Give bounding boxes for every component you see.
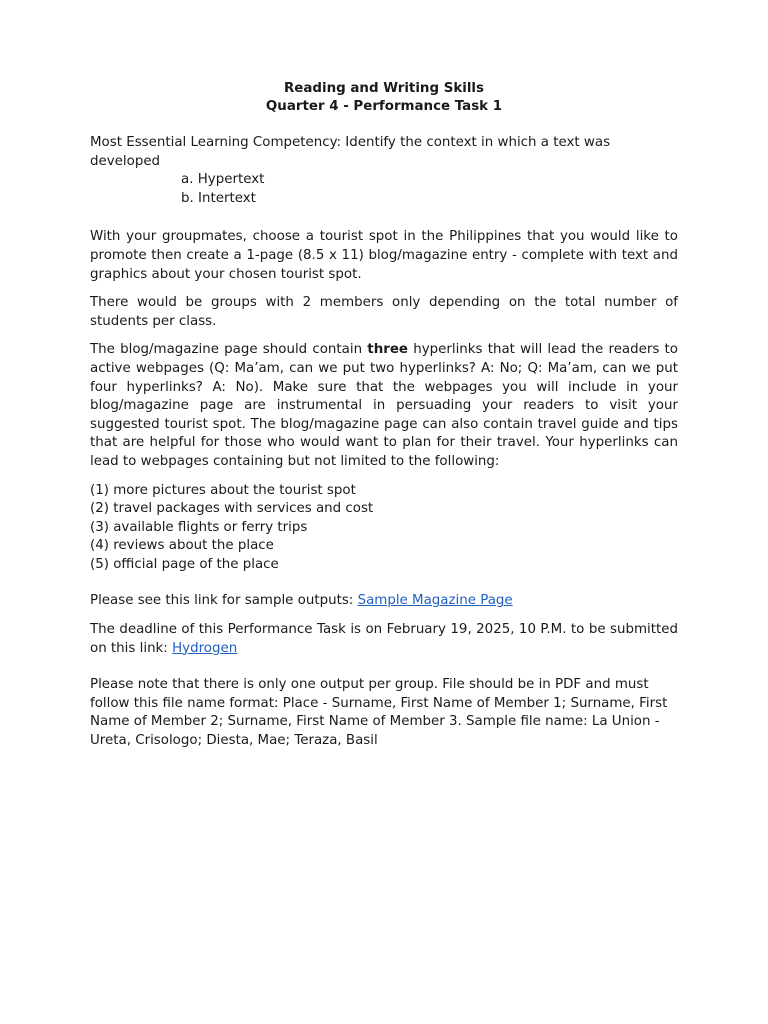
competency-label: Most Essential Learning Competency: Identify the context in which a text was developed <box>90 135 611 169</box>
emphasis-three: three <box>367 342 408 358</box>
sample-outputs-paragraph <box>90 592 678 611</box>
list-item: (3) available flights or ferry trips <box>90 519 308 535</box>
hyperlink-requirements-paragraph <box>90 341 678 471</box>
document-page <box>90 80 678 751</box>
sample-outputs-text: Please see this link for sample outputs: <box>90 593 358 609</box>
hydrogen-link[interactable]: Hydrogen <box>172 640 238 656</box>
document-subtitle: Quarter 4 - Performance Task 1 <box>265 99 503 114</box>
webpage-types-list <box>90 482 678 575</box>
list-item: (1) more pictures about the tourist spot <box>90 482 356 498</box>
document-title: Reading and Writing Skills <box>284 81 484 96</box>
list-item: (4) reviews about the place <box>90 538 274 554</box>
sample-magazine-page-link[interactable]: Sample Magazine Page <box>357 593 513 609</box>
learning-competency <box>90 134 678 208</box>
list-item: (2) travel packages with services and cost <box>90 501 374 517</box>
instructions-paragraph: With your groupmates, choose a tourist spot in the Philippines that you would like to promote then create a 1-page (8.5 x 11) blog/magazine entry - complete with text and graphics about your chosen tourist spot. <box>90 229 678 282</box>
group-size-paragraph: There would be groups with 2 members only depending on the total number of students per class. <box>90 295 678 329</box>
list-item: (5) official page of the place <box>90 556 279 572</box>
file-format-paragraph: Please note that there is only one output per group. File should be in PDF and must follow this file name format: Place - Surname, First Name of Member 1; Surname, First Name of Member 2; Surname, First Name of Member 3. Sample file name: La Union - Ureta, Crisologo; Diesta, Mae; Teraza, Basil <box>90 677 668 749</box>
competency-option-b: b. Intertext <box>181 190 256 206</box>
deadline-paragraph <box>90 621 678 658</box>
competency-option-a: a. Hypertext <box>181 172 265 188</box>
hyperlink-text-start: The blog/magazine page should contain <box>90 342 368 358</box>
hyperlink-text-rest: hyperlinks that will lead the readers to active webpages (Q: Ma’am, can we put two hyperlinks? A: No; Q: Ma’am, can we put four hyperlinks? A: No). Make sure that the webpages you will include in your blog/magazine page are instrumental in persuading your readers to visit your suggested tourist spot. The blog/magazine page can also contain travel guide and tips that are helpful for those who would want to plan for their travel. Your hyperlinks can lead to webpages containing but not limited to the following: <box>90 342 678 469</box>
deadline-text: The deadline of this Performance Task is on February 19, 2025, 10 P.M. to be submitted on this link: <box>90 622 678 656</box>
